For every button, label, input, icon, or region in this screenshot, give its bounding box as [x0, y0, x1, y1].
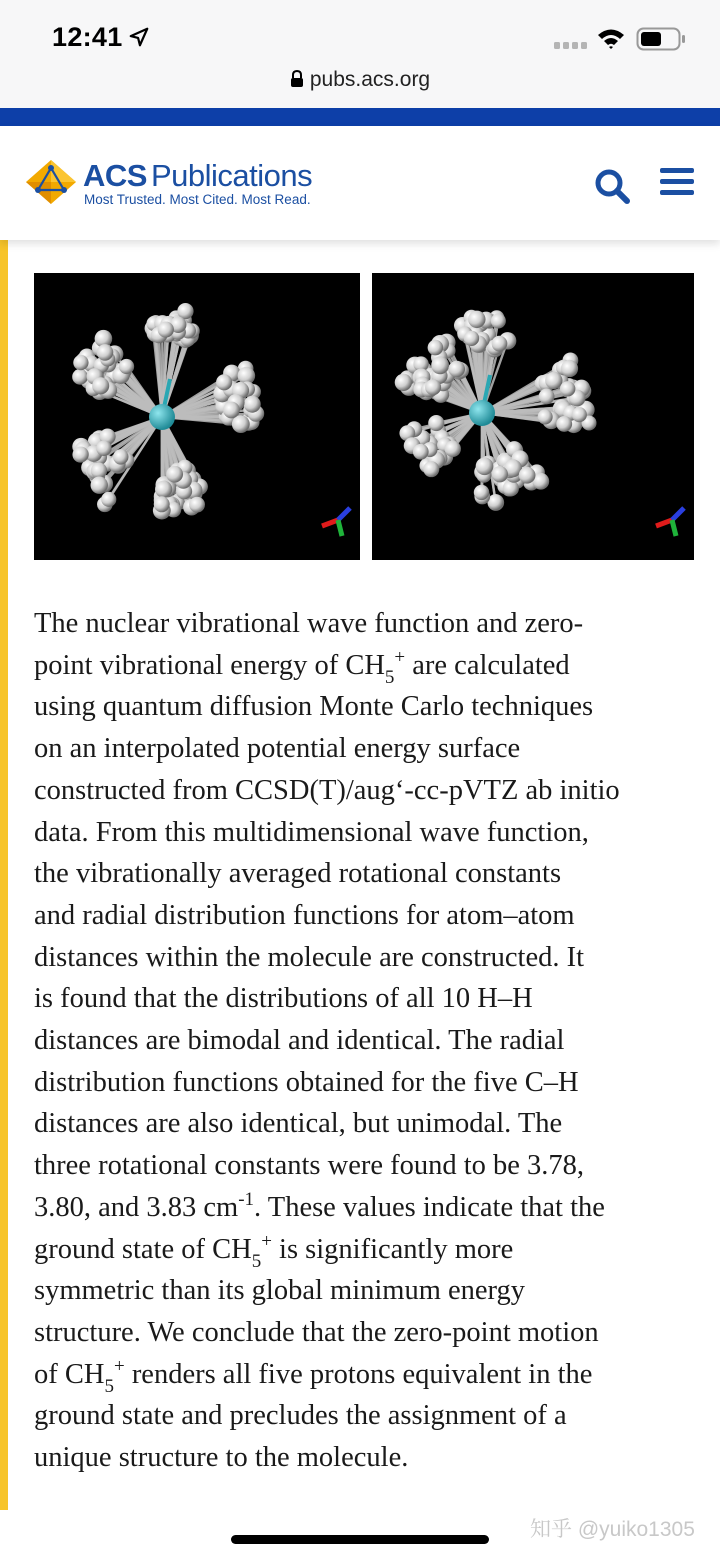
- superscript: +: [261, 1230, 272, 1252]
- location-arrow-icon: [128, 26, 150, 48]
- toc-graphic-right[interactable]: [372, 273, 694, 560]
- logo-tagline: Most Trusted. Most Cited. Most Read.: [84, 192, 311, 207]
- lock-icon: [290, 70, 304, 88]
- carbon-atom: [149, 404, 175, 430]
- site-logo-text[interactable]: [83, 158, 312, 194]
- superscript: +: [394, 646, 406, 668]
- abstract-line: distances are also identical, but unimodal. The: [34, 1108, 563, 1140]
- abstract-line: The nuclear vibrational wave function and zero-: [34, 608, 584, 639]
- superscript: +: [113, 1355, 125, 1377]
- axis-triad-icon: [322, 508, 350, 536]
- logo-name-text: Publications: [150, 158, 313, 193]
- abstract-line: structure. We conclude that the zero-point motion: [34, 1316, 599, 1348]
- logo-bold-text: ACS: [83, 158, 147, 193]
- subscript: 5: [251, 1250, 262, 1272]
- article-content: [0, 240, 720, 1510]
- battery-icon: [636, 27, 686, 51]
- abstract-line: constructed from CCSD(T)/aug‘-cc-pVTZ ab initio: [34, 774, 620, 806]
- status-bar: [0, 0, 720, 108]
- wifi-icon: [596, 26, 626, 50]
- abstract-line: three rotational constants were found to be 3.78,: [34, 1150, 585, 1182]
- subscript: 5: [104, 1375, 114, 1397]
- molecule-wavefunction-image-right: [372, 273, 694, 560]
- abstract-line: distances within the molecule are constructed. It: [34, 941, 585, 973]
- abstract-line: of $CH_5^+$ renders all five protons equivalent in the: [34, 1355, 593, 1397]
- abstract-line: point vibrational energy of $CH_5^+$ are calculated: [34, 646, 570, 688]
- toc-graphic-left[interactable]: [34, 273, 360, 560]
- status-time: 12:41: [52, 22, 123, 52]
- accent-bar: [0, 240, 8, 1510]
- abstract-line: unique structure to the molecule.: [34, 1442, 409, 1474]
- browser-url-bar[interactable]: [0, 68, 720, 92]
- molecule-wavefunction-image-left: [34, 273, 360, 560]
- abstract-line: is found that the distributions of all 10 H–H: [34, 983, 533, 1015]
- acs-logo-icon[interactable]: [24, 158, 78, 208]
- abstract-line: the vibrationally averaged rotational constants: [34, 858, 562, 890]
- hamburger-menu-icon[interactable]: [658, 166, 696, 198]
- abstract-line: ground state and precludes the assignment of a: [34, 1400, 567, 1432]
- abstract-line: on an interpolated potential energy surface: [34, 733, 521, 765]
- abstract-line: using quantum diffusion Monte Carlo techniques: [34, 691, 594, 723]
- brand-band: [0, 108, 720, 126]
- abstract-line: data. From this multidimensional wave function,: [34, 816, 589, 848]
- carbon-atom: [469, 400, 495, 426]
- watermark: 知乎 @yuiko1305: [530, 1518, 695, 1541]
- abstract-line: symmetric than its global minimum energy: [34, 1275, 526, 1307]
- abstract-line: ground state of $CH_5^+$ is significantly more: [34, 1230, 514, 1272]
- home-indicator[interactable]: [231, 1535, 489, 1544]
- superscript: -1: [238, 1188, 255, 1210]
- subscript: 5: [384, 666, 395, 688]
- search-icon[interactable]: [592, 166, 632, 206]
- abstract-line: distances are bimodal and identical. The radial: [34, 1025, 565, 1057]
- abstract-line: and radial distribution functions for atom–atom: [34, 899, 575, 931]
- abstract-line: distribution functions obtained for the five C–H: [34, 1066, 579, 1098]
- abstract-text: [34, 603, 704, 1479]
- cellular-signal-icon: [554, 40, 588, 50]
- abstract-line: 3.80, and 3.83 $cm^{-1}$. These values indicate that the: [34, 1188, 605, 1223]
- site-header: [0, 126, 720, 240]
- axis-triad-icon: [656, 508, 684, 536]
- url-text: pubs.acs.org: [309, 68, 431, 91]
